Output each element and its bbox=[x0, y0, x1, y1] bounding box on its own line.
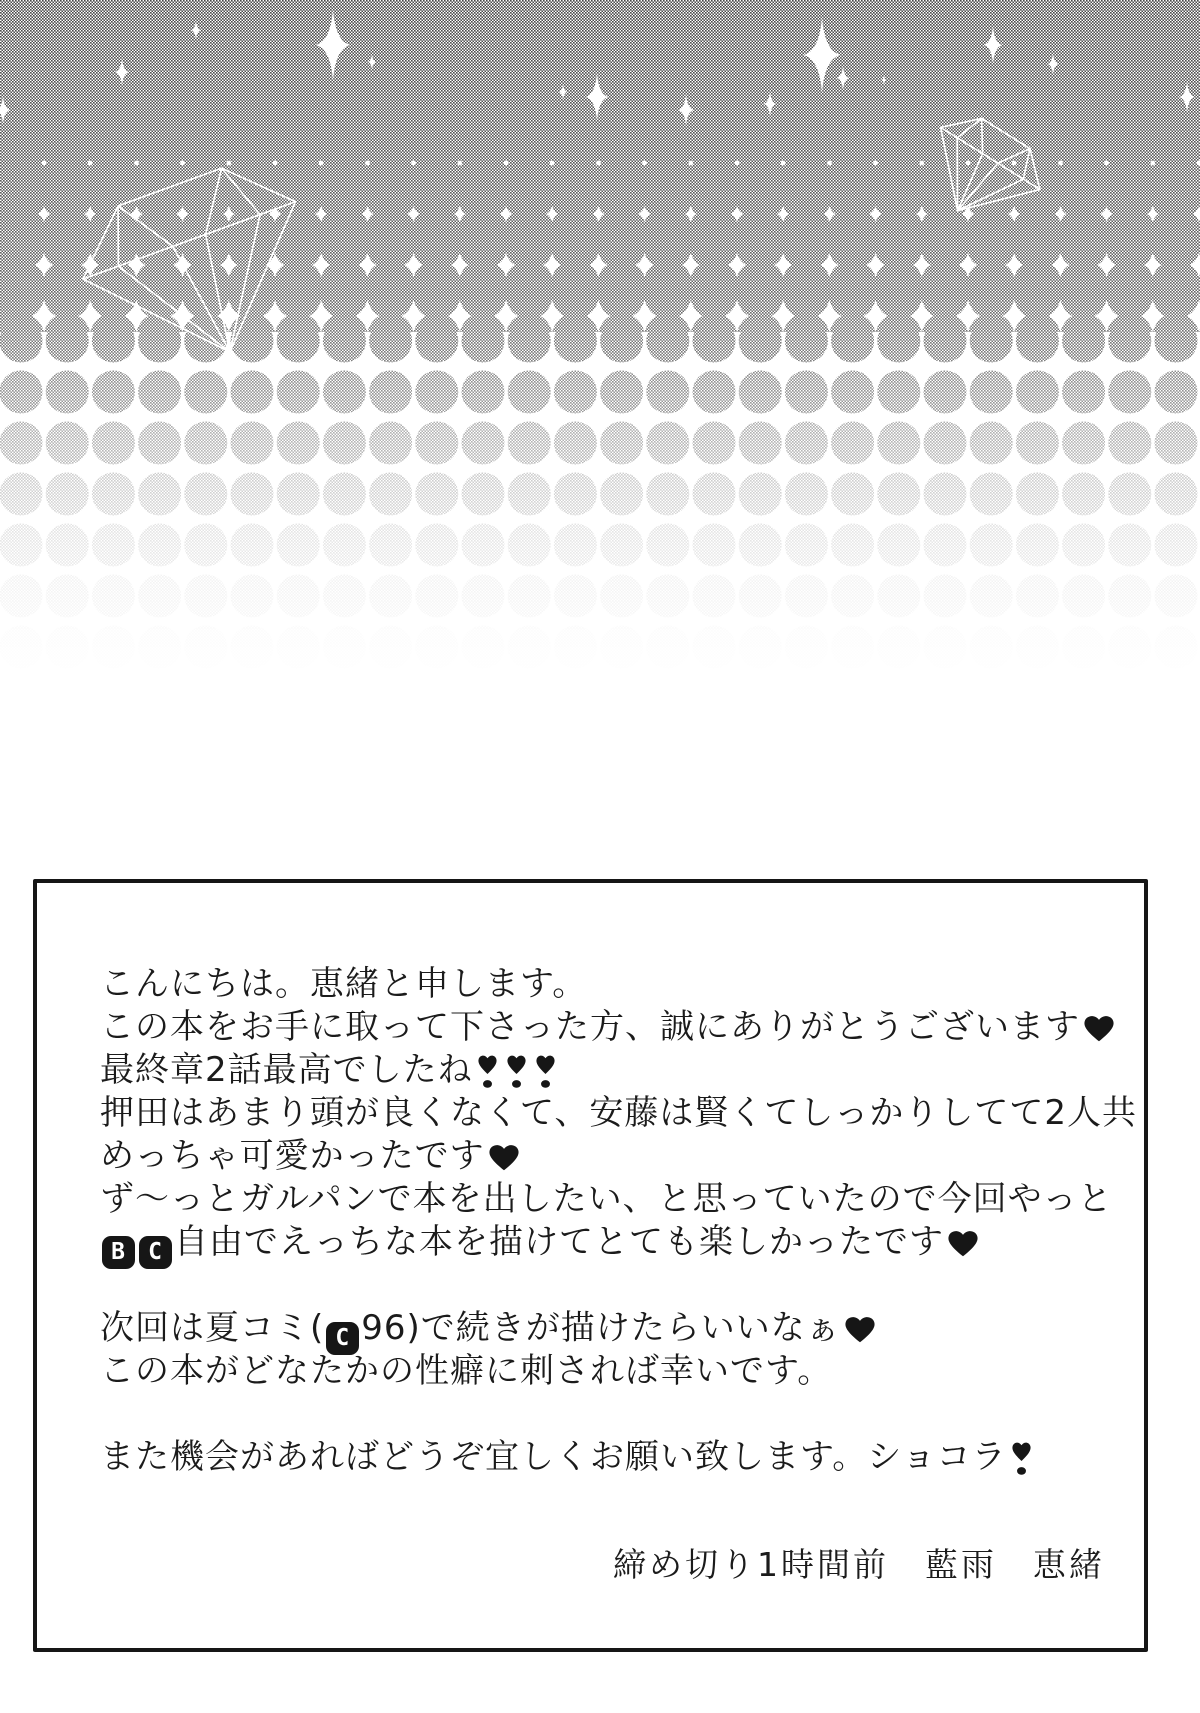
afterword-text-segment: こんにちは。恵緒と申します。 bbox=[100, 964, 588, 1004]
afterword-text-segment: 最終章2話最高でしたね bbox=[100, 1050, 473, 1090]
afterword-text-segment: 自由でえっちな本を描けてとても楽しかったです bbox=[174, 1222, 944, 1262]
afterword-text-segment: この本をお手に取って下さった方、誠にありがとうございます bbox=[100, 1007, 1080, 1047]
afterword-line bbox=[100, 963, 1137, 1006]
letter-badge: C bbox=[326, 1322, 359, 1355]
afterword-line bbox=[100, 1178, 1137, 1221]
afterword-text-segment: めっちゃ可愛かったです bbox=[100, 1136, 485, 1176]
afterword-line bbox=[100, 1307, 1137, 1350]
afterword-line bbox=[100, 1135, 1137, 1178]
heart-exclamation-icon bbox=[475, 1051, 500, 1089]
heart-icon bbox=[488, 1142, 520, 1171]
heart-icon bbox=[1083, 1013, 1115, 1042]
afterword-box bbox=[33, 879, 1148, 1652]
banner-fade-overlay bbox=[0, 0, 1200, 700]
afterword-text-segment: この本がどなたかの性癖に刺されば幸いです。 bbox=[100, 1351, 833, 1391]
afterword-line bbox=[100, 1393, 1137, 1436]
heart-exclamation-icon bbox=[1009, 1438, 1034, 1476]
afterword-text-segment: また機会があればどうぞ宜しくお願い致します。ショコラ bbox=[100, 1437, 1007, 1477]
letter-badge: B bbox=[102, 1236, 135, 1269]
afterword-line bbox=[100, 1006, 1137, 1049]
afterword-line bbox=[100, 1049, 1137, 1092]
decorative-banner bbox=[0, 0, 1200, 700]
afterword-text-segment: 次回は夏コミ( bbox=[100, 1308, 325, 1348]
afterword-text bbox=[100, 963, 1137, 1479]
heart-exclamation-icon bbox=[504, 1051, 529, 1089]
afterword-line bbox=[100, 1436, 1137, 1479]
heart-icon bbox=[844, 1314, 876, 1343]
afterword-line bbox=[100, 1092, 1137, 1135]
letter-badge: C bbox=[139, 1236, 172, 1269]
afterword-text-segment: 押田はあまり頭が良くなくて、安藤は賢くてしっかりしてて2人共 bbox=[100, 1093, 1137, 1133]
heart-exclamation-icon bbox=[533, 1051, 558, 1089]
afterword-line bbox=[100, 1221, 1137, 1264]
heart-icon bbox=[947, 1228, 979, 1257]
afterword-line bbox=[100, 1264, 1137, 1307]
afterword-line bbox=[100, 1350, 1137, 1393]
afterword-text-segment: 96)で続きが描けたらいいなぁ bbox=[361, 1308, 841, 1348]
afterword-text-segment: ず～っとガルパンで本を出したい、と思っていたので今回やっと bbox=[100, 1179, 1113, 1219]
signature-line: 締め切り1時間前 藍雨 恵緒 bbox=[613, 1545, 1105, 1584]
